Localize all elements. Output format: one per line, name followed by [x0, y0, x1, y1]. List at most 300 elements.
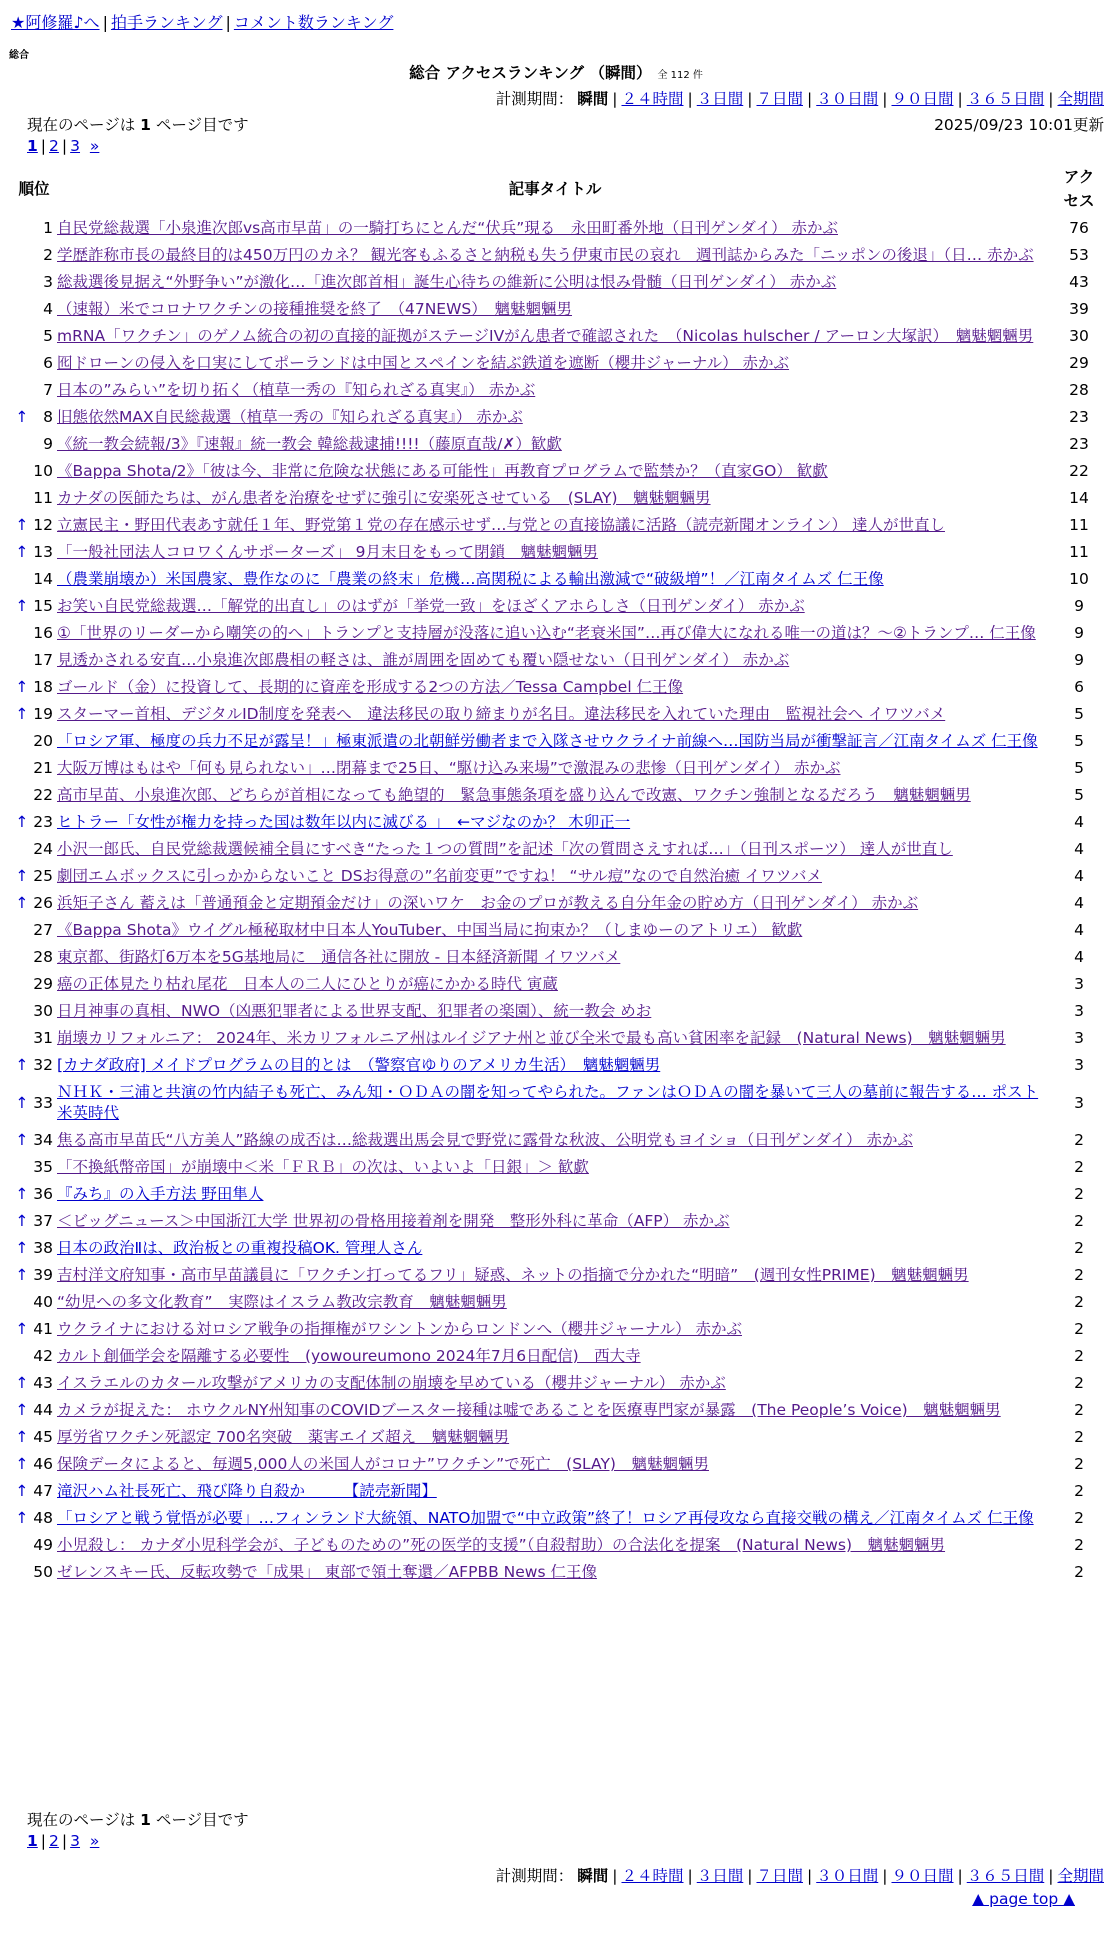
- period-current: 瞬間: [577, 1867, 609, 1885]
- table-row: [13, 1208, 1103, 1235]
- rank-number: 46: [33, 1455, 53, 1473]
- pager-current[interactable]: 1: [27, 137, 38, 155]
- rank-number: 22: [33, 786, 53, 804]
- period-separator: |: [747, 90, 753, 108]
- article-link[interactable]: 崩壊カリフォルニア： 2024年、米カリフォルニア州はルイジアナ州と並び全米で最も高い貧困率を記録 (Natural News) 魑魅魍魎男: [57, 1029, 1006, 1047]
- rank-up-icon: [13, 944, 31, 971]
- rank-number: 42: [33, 1347, 53, 1365]
- table-row: [13, 863, 1103, 890]
- table-row: [13, 890, 1103, 917]
- access-count: 3: [1074, 1002, 1084, 1020]
- access-count: 5: [1074, 705, 1084, 723]
- pager-page-2[interactable]: 2: [49, 1832, 59, 1850]
- article-link[interactable]: 保険データによると、毎週5,000人の米国人がコロナ”ワクチン”で死亡 (SLAY) 魑魅魍魎男: [57, 1455, 709, 1473]
- rank-number: 8: [43, 408, 53, 426]
- article-title-cell: [55, 377, 1055, 404]
- article-link[interactable]: 《Bappa Shota/2》「彼は今、非常に危険な状態にある可能性」再教育プログラムで監禁か？（直家GO） 歓歔: [57, 462, 828, 480]
- rank-number: 26: [33, 894, 53, 912]
- article-link[interactable]: 《Bappa Shota》ウイグル極秘取材中日本人YouTuber、中国当局に拘束か？（しまゆーのアトリエ） 歓歔: [57, 921, 803, 939]
- article-link[interactable]: 劇団エムボックスに引っかからないこと DSお得意の”名前変更”ですね！ “サル痘”なので自然治癒 イワツバメ: [57, 867, 822, 885]
- article-link[interactable]: 東京都、街路灯6万本を5G基地局に 通信各社に開放 - 日本経済新聞 イワツバメ: [57, 948, 621, 966]
- period-current: 瞬間: [577, 90, 609, 108]
- article-title-cell: [55, 1505, 1055, 1532]
- table-header-row: [13, 163, 1103, 215]
- article-title-cell: [55, 944, 1055, 971]
- rank-number: 27: [33, 921, 53, 939]
- rank-up-icon: ↑: [15, 813, 29, 831]
- rank-up-icon: ↑: [15, 1428, 29, 1446]
- access-count: 5: [1074, 759, 1084, 777]
- article-title-cell: [55, 809, 1055, 836]
- article-link[interactable]: カメラが捉えた： ホウクルNY州知事のCOVIDブースター接種は嘘であることを医療専門家が暴露 (The People’s Voice) 魑魅魍魎男: [57, 1401, 1001, 1419]
- pager-page-2[interactable]: 2: [49, 137, 59, 155]
- period-separator: |: [747, 1867, 753, 1885]
- access-count: 2: [1074, 1536, 1084, 1554]
- article-title-cell: [55, 701, 1055, 728]
- article-link[interactable]: 浜矩子さん 蓄えは「普通預金と定期預金だけ」の深いワケ お金のプロが教える自分年金の貯め方（日刊ゲンダイ） 赤かぶ: [57, 894, 919, 912]
- period-separator: |: [687, 1867, 693, 1885]
- rank-up-icon: [13, 1343, 31, 1370]
- table-row: [13, 971, 1103, 998]
- rank-number: 11: [33, 489, 53, 507]
- rank-up-icon: ↑: [15, 1509, 29, 1527]
- access-count: 22: [1069, 462, 1089, 480]
- genre-label: 総合: [9, 50, 29, 61]
- rank-number: 9: [43, 435, 53, 453]
- pager-page-3[interactable]: 3: [70, 137, 81, 155]
- access-count: 9: [1074, 624, 1084, 642]
- page-info-number: 1: [140, 1811, 151, 1829]
- period-24h-link[interactable]: ２４時間: [621, 1867, 684, 1885]
- rank-number: 34: [33, 1131, 53, 1149]
- rank-number: 13: [33, 543, 53, 561]
- article-title-cell: [55, 620, 1055, 647]
- rank-up-icon: ↑: [15, 1266, 29, 1284]
- article-link[interactable]: カルト創価学会を隔離する必要性 (yowoureumono 2024年7月6日配信) 西大寺: [57, 1347, 641, 1365]
- rank-number: 20: [33, 732, 53, 750]
- article-link[interactable]: 小児殺し： カナダ小児科学会が、子どものための”死の医学的支援”（自殺幇助）の合法化を提案 (Natural News) 魑魅魍魎男: [57, 1536, 946, 1554]
- article-title-cell: [55, 350, 1055, 377]
- period-separator: |: [807, 90, 813, 108]
- table-row: [13, 944, 1103, 971]
- rank-up-icon: [13, 566, 31, 593]
- rank-up-icon: [13, 350, 31, 377]
- article-link[interactable]: 旧態依然MAX自民総裁選（植草一秀の『知られざる真実』） 赤かぶ: [57, 408, 523, 426]
- article-title-cell: [55, 917, 1055, 944]
- table-row: [13, 917, 1103, 944]
- table-row: [13, 1079, 1103, 1127]
- rank-number: 35: [33, 1158, 53, 1176]
- access-count: 2: [1074, 1185, 1084, 1203]
- article-title-cell: [55, 1424, 1055, 1451]
- article-link[interactable]: 学歴詐称市長の最終目的は450万円のカネ？ 観光客もふるさと納税も失う伊東市民の哀れ 週刊誌からみた「ニッポンの後退」（日… 赤かぶ: [57, 246, 1034, 264]
- period-3d-link[interactable]: ３日間: [696, 1867, 744, 1885]
- article-title-cell: [55, 215, 1055, 242]
- article-link[interactable]: 厚労省ワクチン死認定 700名突破 薬害エイズ超え 魑魅魍魎男: [57, 1428, 510, 1446]
- access-count: 76: [1069, 219, 1089, 237]
- period-7d-link[interactable]: ７日間: [756, 1867, 803, 1885]
- page-info-prefix: 現在のページは: [27, 1811, 136, 1829]
- table-row: [13, 485, 1103, 512]
- access-count: 5: [1074, 786, 1084, 804]
- rank-up-icon: [13, 1025, 31, 1052]
- access-count: 23: [1069, 408, 1089, 426]
- article-link[interactable]: 吉村洋文府知事・高市早苗議員に「ワクチン打ってるフリ」疑惑、ネットの指摘で分かれた“明暗” (週刊女性PRIME) 魑魅魍魎男: [57, 1266, 969, 1284]
- rank-number: 18: [33, 678, 53, 696]
- article-title-cell: [55, 1478, 1055, 1505]
- table-row: [13, 350, 1103, 377]
- article-link[interactable]: 総裁選後見据え“外野争い”が激化…「進次郎首相」誕生心待ちの維新に公明は恨み骨髄（日刊ゲンダイ） 赤かぶ: [57, 273, 837, 291]
- article-link[interactable]: ①「世界のリーダーから嘲笑の的へ」トランプと支持層が没落に追い込む“老衰米国”…再び偉大になれる唯一の道は？～②トランプ… 仁王像: [57, 624, 1036, 642]
- rank-up-icon: [13, 296, 31, 323]
- access-count: 4: [1074, 867, 1084, 885]
- period-all-link[interactable]: 全期間: [1057, 1867, 1104, 1885]
- article-link[interactable]: イスラエルのカタール攻撃がアメリカの支配体制の崩壊を早めている（櫻井ジャーナル） 赤かぶ: [57, 1374, 726, 1392]
- table-row: [13, 1451, 1103, 1478]
- article-link[interactable]: 「ロシア軍、極度の兵力不足が露呈！」極東派遣の北朝鮮労働者まで入隊させウクライナ前線へ…国防当局が衝撃証言／江南タイムズ 仁王像: [57, 732, 1038, 750]
- page-info-bottom: [27, 1808, 249, 1830]
- article-link[interactable]: “幼児への多文化教育” 実際はイスラム教改宗教育 魑魅魍魎男: [57, 1293, 507, 1311]
- rank-up-icon: ↑: [15, 1374, 29, 1392]
- rank-number: 38: [33, 1239, 53, 1257]
- period-selector-bottom: [496, 1864, 1104, 1886]
- rank-up-icon: ↑: [15, 1056, 29, 1074]
- rank-up-icon: [13, 1289, 31, 1316]
- article-link[interactable]: （速報）米でコロナワクチンの接種推奨を終了 （47NEWS） 魑魅魍魎男: [57, 300, 573, 318]
- ranking-rows: [13, 215, 1103, 1586]
- rank-number: 43: [33, 1374, 53, 1392]
- access-count: 29: [1069, 354, 1089, 372]
- rank-up-icon: [13, 485, 31, 512]
- access-count: 2: [1074, 1347, 1084, 1365]
- rank-number: 16: [33, 624, 53, 642]
- rank-up-icon: [13, 1154, 31, 1181]
- rank-number: 4: [43, 300, 53, 318]
- rank-up-icon: [13, 971, 31, 998]
- article-link[interactable]: ＜ビッグニュース＞中国浙江大学 世界初の骨格用接着剤を開発 整形外科に革命（AFP） 赤かぶ: [57, 1212, 730, 1230]
- rank-up-icon: [13, 458, 31, 485]
- table-row: [13, 1052, 1103, 1079]
- table-row: [13, 1559, 1103, 1586]
- table-row: [13, 782, 1103, 809]
- period-separator: |: [612, 90, 618, 108]
- rank-up-icon: [13, 836, 31, 863]
- rank-number: 40: [33, 1293, 53, 1311]
- table-row: [13, 296, 1103, 323]
- home-link[interactable]: ★阿修羅♪へ: [11, 13, 100, 32]
- access-count: 2: [1074, 1266, 1084, 1284]
- rank-up-icon: ↑: [15, 543, 29, 561]
- table-row: [13, 1532, 1103, 1559]
- article-link[interactable]: 立憲民主・野田代表あす就任１年、野党第１党の存在感示せず…与党との直接協議に活路（読売新聞オンライン） 達人が世直し: [57, 516, 945, 534]
- rank-up-icon: ↑: [15, 678, 29, 696]
- article-title-cell: [55, 1025, 1055, 1052]
- title-header: 記事タイトル: [508, 180, 602, 198]
- rank-up-icon: ↑: [15, 1131, 29, 1149]
- pager-page-3[interactable]: 3: [70, 1832, 81, 1850]
- article-link[interactable]: 「ロシアと戦う覚悟が必要」…フィンランド大統領、NATO加盟で“中立政策”終了！ロシア再侵攻なら直接交戦の構え／江南タイムズ 仁王像: [57, 1509, 1034, 1527]
- period-selector-top: [496, 87, 1104, 109]
- period-7d-link[interactable]: ７日間: [756, 90, 803, 108]
- period-3d-link[interactable]: ３日間: [696, 90, 744, 108]
- access-count: 11: [1069, 516, 1089, 534]
- nav-separator: |: [102, 13, 108, 32]
- access-count: 6: [1074, 678, 1084, 696]
- period-separator: |: [612, 1867, 618, 1885]
- access-count: 3: [1074, 975, 1084, 993]
- access-count: 2: [1074, 1509, 1084, 1527]
- pager-separator: |: [40, 1832, 47, 1850]
- rank-up-icon: ↑: [15, 1482, 29, 1500]
- article-link[interactable]: 高市早苗、小泉進次郎、どちらが首相になっても絶望的 緊急事態条項を盛り込んで改憲、ワクチン強制となるだろう 魑魅魍魎男: [57, 786, 971, 804]
- table-row: [13, 1505, 1103, 1532]
- rank-up-icon: [13, 1559, 31, 1586]
- period-90d-link[interactable]: ９０日間: [891, 1867, 954, 1885]
- table-row: [13, 1289, 1103, 1316]
- table-row: [13, 215, 1103, 242]
- rank-up-icon: ↑: [15, 516, 29, 534]
- access-count: 43: [1069, 273, 1089, 291]
- table-row: [13, 539, 1103, 566]
- table-row: [13, 728, 1103, 755]
- period-365d-link[interactable]: ３６５日間: [966, 90, 1045, 108]
- rank-number: 17: [33, 651, 53, 669]
- article-link[interactable]: 日本の”みらい”を切り拓く（植草一秀の『知られざる真実』） 赤かぶ: [57, 381, 536, 399]
- article-link[interactable]: mRNA「ワクチン」のゲノム統合の初の直接的証拠がステージIVがん患者で確認された （Nicolas hulscher / アーロン大塚訳） 魑魅魍魎男: [57, 327, 1034, 345]
- period-separator: |: [882, 1867, 888, 1885]
- article-link[interactable]: スターマー首相、デジタルID制度を発表へ 違法移民の取り締まりが名目。違法移民を入れていた理由 監視社会へ イワツバメ: [57, 705, 946, 723]
- period-label: 計測期間：: [495, 1867, 574, 1885]
- article-link[interactable]: 小沢一郎氏、自民党総裁選候補全員にすべき“たった１つの質問”を記述「次の質問さえすれば…」（日刊スポーツ） 達人が世直し: [57, 840, 953, 858]
- rank-up-icon: ↑: [15, 1239, 29, 1257]
- table-row: [13, 593, 1103, 620]
- rank-number: 45: [33, 1428, 53, 1446]
- rank-up-icon: ↑: [15, 1185, 29, 1203]
- article-link[interactable]: 癌の正体見たり枯れ尾花 日本人の二人にひとりが癌にかかる時代 寅蔵: [57, 975, 558, 993]
- article-title-cell: [55, 431, 1055, 458]
- clap-ranking-link[interactable]: 拍手ランキング: [110, 13, 223, 32]
- article-title-cell: [55, 1316, 1055, 1343]
- rank-up-icon: ↑: [15, 1093, 29, 1112]
- article-link[interactable]: お笑い自民党総裁選…「解党的出直し」のはずが「挙党一致」をほざくアホらしさ（日刊ゲンダイ） 赤かぶ: [57, 597, 805, 615]
- rank-number: 10: [33, 462, 53, 480]
- article-link[interactable]: 囮ドローンの侵入を口実にしてポーランドは中国とスペインを結ぶ鉄道を遮断（櫻井ジャーナル） 赤かぶ: [57, 354, 790, 372]
- comment-ranking-link[interactable]: コメント数ランキング: [233, 13, 394, 32]
- article-link[interactable]: 『みち』の入手方法 野田隼人: [57, 1185, 264, 1203]
- top-nav: [11, 10, 393, 33]
- rank-number: 36: [33, 1185, 53, 1203]
- article-link[interactable]: 見透かされる安直…小泉進次郎農相の軽さは、誰が周囲を固めても覆い隠せない（日刊ゲンダイ） 赤かぶ: [57, 651, 790, 669]
- access-count: 9: [1074, 651, 1084, 669]
- table-row: [13, 269, 1103, 296]
- access-count: 23: [1069, 435, 1089, 453]
- rank-number: 19: [33, 705, 53, 723]
- rank-number: 6: [43, 354, 53, 372]
- article-title-cell: [55, 647, 1055, 674]
- article-title-cell: [55, 1052, 1055, 1079]
- rank-number: 28: [33, 948, 53, 966]
- article-link[interactable]: カナダの医師たちは、がん患者を治療をせずに強引に安楽死させている (SLAY) 魑魅魍魎男: [57, 489, 711, 507]
- rank-number: 25: [33, 867, 53, 885]
- access-count: 10: [1069, 570, 1089, 588]
- page-info-suffix: ページ目です: [155, 1811, 249, 1829]
- article-title-cell: [55, 1127, 1055, 1154]
- article-title-cell: [55, 485, 1055, 512]
- article-title-cell: [55, 593, 1055, 620]
- table-row: [13, 701, 1103, 728]
- table-row: [13, 1025, 1103, 1052]
- access-count: 2: [1074, 1482, 1084, 1500]
- rank-number: 47: [33, 1482, 53, 1500]
- period-label: 計測期間：: [495, 90, 574, 108]
- rank-up-icon: ↑: [15, 1212, 29, 1230]
- article-link[interactable]: 《統一教会続報/3》『速報』統一教会 韓総裁逮捕!!!!（藤原直哉/✗）歓歔: [57, 435, 562, 453]
- period-separator: |: [957, 1867, 963, 1885]
- article-title-cell: [55, 1343, 1055, 1370]
- table-row: [13, 1343, 1103, 1370]
- article-link[interactable]: 「不換紙幣帝国」が崩壊中＜米「ＦＲＢ」の次は、いよいよ「日銀」＞ 歓歔: [57, 1158, 589, 1176]
- rank-up-icon: [13, 728, 31, 755]
- article-link[interactable]: ウクライナにおける対ロシア戦争の指揮権がワシントンからロンドンへ（櫻井ジャーナル） 赤かぶ: [57, 1320, 742, 1338]
- period-365d-link[interactable]: ３６５日間: [966, 1867, 1045, 1885]
- article-link[interactable]: 日本の政治Ⅱは、政治板との重複投稿OK. 管理人さん: [57, 1239, 423, 1257]
- page-info-prefix: 現在のページは: [27, 116, 136, 134]
- rank-up-icon: [13, 917, 31, 944]
- rank-header: 順位: [18, 180, 50, 198]
- rank-number: 3: [43, 273, 53, 291]
- article-title-cell: [55, 728, 1055, 755]
- article-title-cell: [55, 296, 1055, 323]
- rank-number: 29: [33, 975, 53, 993]
- table-row: [13, 620, 1103, 647]
- article-link[interactable]: [カナダ政府] メイドプログラムの目的とは （警察官ゆりのアメリカ生活） 魑魅魍魎男: [57, 1056, 661, 1074]
- table-row: [13, 998, 1103, 1025]
- article-link[interactable]: ＮＨＫ・三浦と共演の竹内結子も死亡、みん知・ＯＤＡの闇を知ってやられた。ファンはＯＤＡの闇を暴いて三人の墓前に報告する… ポスト米英時代: [57, 1083, 1039, 1122]
- page-top-link[interactable]: ▲ page top ▲: [972, 1890, 1075, 1908]
- article-title-cell: [55, 1559, 1055, 1586]
- period-90d-link[interactable]: ９０日間: [891, 90, 954, 108]
- table-row: [13, 1397, 1103, 1424]
- access-count: 4: [1074, 813, 1084, 831]
- rank-up-icon: ↑: [15, 894, 29, 912]
- rank-number: 21: [33, 759, 53, 777]
- article-title-cell: [55, 512, 1055, 539]
- pager-top: [27, 137, 99, 155]
- rank-number: 23: [33, 813, 53, 831]
- page-info-suffix: ページ目です: [155, 116, 249, 134]
- access-count: 14: [1069, 489, 1089, 507]
- table-row: [13, 242, 1103, 269]
- page-info-number: 1: [140, 116, 151, 134]
- article-link[interactable]: 焦る高市早苗氏“八方美人”路線の成否は…総裁選出馬会見で野党に露骨な秋波、公明党もヨイショ（日刊ゲンダイ） 赤かぶ: [57, 1131, 913, 1149]
- article-title-cell: [55, 1370, 1055, 1397]
- rank-up-icon: [13, 323, 31, 350]
- article-title-cell: [55, 755, 1055, 782]
- rank-number: 24: [33, 840, 53, 858]
- article-title-cell: [55, 782, 1055, 809]
- rank-number: 41: [33, 1320, 53, 1338]
- rank-up-icon: ↑: [15, 1401, 29, 1419]
- access-count: 5: [1074, 732, 1084, 750]
- rank-up-icon: ↑: [15, 1320, 29, 1338]
- article-link[interactable]: 「一般社団法人コロワくんサポーターズ」 9月末日をもって閉鎖 魑魅魍魎男: [57, 543, 599, 561]
- table-row: [13, 1181, 1103, 1208]
- access-count: 2: [1074, 1320, 1084, 1338]
- period-30d-link[interactable]: ３０日間: [816, 1867, 879, 1885]
- rank-up-icon: [13, 215, 31, 242]
- article-link[interactable]: 滝沢ハム社長死亡、飛び降り自殺か 【読売新聞】: [57, 1482, 437, 1500]
- table-row: [13, 1478, 1103, 1505]
- article-link[interactable]: 日月神事の真相、NWO（凶悪犯罪者による世界支配、犯罪者の楽園）、統一教会 めお: [57, 1002, 652, 1020]
- access-header: アクセス: [1063, 168, 1095, 210]
- article-title-cell: [55, 1289, 1055, 1316]
- access-count: 2: [1074, 1563, 1084, 1581]
- table-row: [13, 647, 1103, 674]
- article-link[interactable]: 自民党総裁選「小泉進次郎vs高市早苗」の一騎打ちにとんだ“伏兵”現る 永田町番外地（日刊ゲンダイ） 赤かぶ: [57, 219, 838, 237]
- article-link[interactable]: （農業崩壊か）米国農家、豊作なのに「農業の終末」危機…高関税による輸出激減で“破級増”！／江南タイムズ 仁王像: [57, 570, 884, 588]
- access-count: 9: [1074, 597, 1084, 615]
- table-row: [13, 1316, 1103, 1343]
- period-separator: |: [957, 90, 963, 108]
- rank-number: 32: [33, 1056, 53, 1074]
- period-all-link[interactable]: 全期間: [1057, 90, 1104, 108]
- article-link[interactable]: ヒトラー「女性が権力を持った国は数年以内に滅びる 」 ←マジなのか？ 木卯正一: [57, 813, 631, 831]
- total-count: 全 112 件: [657, 70, 703, 81]
- article-title-cell: [55, 1451, 1055, 1478]
- pager-next[interactable]: »: [89, 137, 100, 155]
- pager-next[interactable]: »: [89, 1832, 100, 1850]
- rank-number: 31: [33, 1029, 53, 1047]
- access-count: 2: [1074, 1428, 1084, 1446]
- access-count: 2: [1074, 1293, 1084, 1311]
- access-count: 2: [1074, 1401, 1084, 1419]
- period-separator: |: [807, 1867, 813, 1885]
- article-link[interactable]: ゴールド（金）に投資して、長期的に資産を形成する2つの方法／Tessa Campbel 仁王像: [57, 678, 684, 696]
- period-30d-link[interactable]: ３０日間: [816, 90, 879, 108]
- article-title-cell: [55, 242, 1055, 269]
- access-count: 4: [1074, 948, 1084, 966]
- access-count: 30: [1069, 327, 1089, 345]
- table-row: [13, 431, 1103, 458]
- rank-number: 5: [43, 327, 53, 345]
- access-count: 2: [1074, 1374, 1084, 1392]
- rank-up-icon: [13, 647, 31, 674]
- article-title-cell: [55, 404, 1055, 431]
- article-title-cell: [55, 890, 1055, 917]
- article-link[interactable]: ゼレンスキー氏、反転攻勢で「成果」 東部で領土奪還／AFPBB News 仁王像: [57, 1563, 597, 1581]
- access-count: 39: [1069, 300, 1089, 318]
- nav-separator: |: [225, 13, 231, 32]
- rank-up-icon: [13, 998, 31, 1025]
- article-link[interactable]: 大阪万博はもはや「何も見られない」…閉幕まで25日、“駆け込み来場”で激混みの悲惨（日刊ゲンダイ） 赤かぶ: [57, 759, 841, 777]
- rank-up-icon: [13, 377, 31, 404]
- article-title-cell: [55, 1397, 1055, 1424]
- article-title-cell: [55, 998, 1055, 1025]
- access-count: 53: [1069, 246, 1089, 264]
- access-count: 11: [1069, 543, 1089, 561]
- period-24h-link[interactable]: ２４時間: [621, 90, 684, 108]
- rank-number: 33: [33, 1093, 53, 1112]
- rank-number: 39: [33, 1266, 53, 1284]
- article-title-cell: [55, 836, 1055, 863]
- table-row: [13, 1370, 1103, 1397]
- pager-current[interactable]: 1: [27, 1832, 38, 1850]
- access-count: 3: [1074, 1056, 1084, 1074]
- table-row: [13, 809, 1103, 836]
- rank-number: 30: [33, 1002, 53, 1020]
- article-title-cell: [55, 863, 1055, 890]
- rank-up-icon: ↑: [15, 1455, 29, 1473]
